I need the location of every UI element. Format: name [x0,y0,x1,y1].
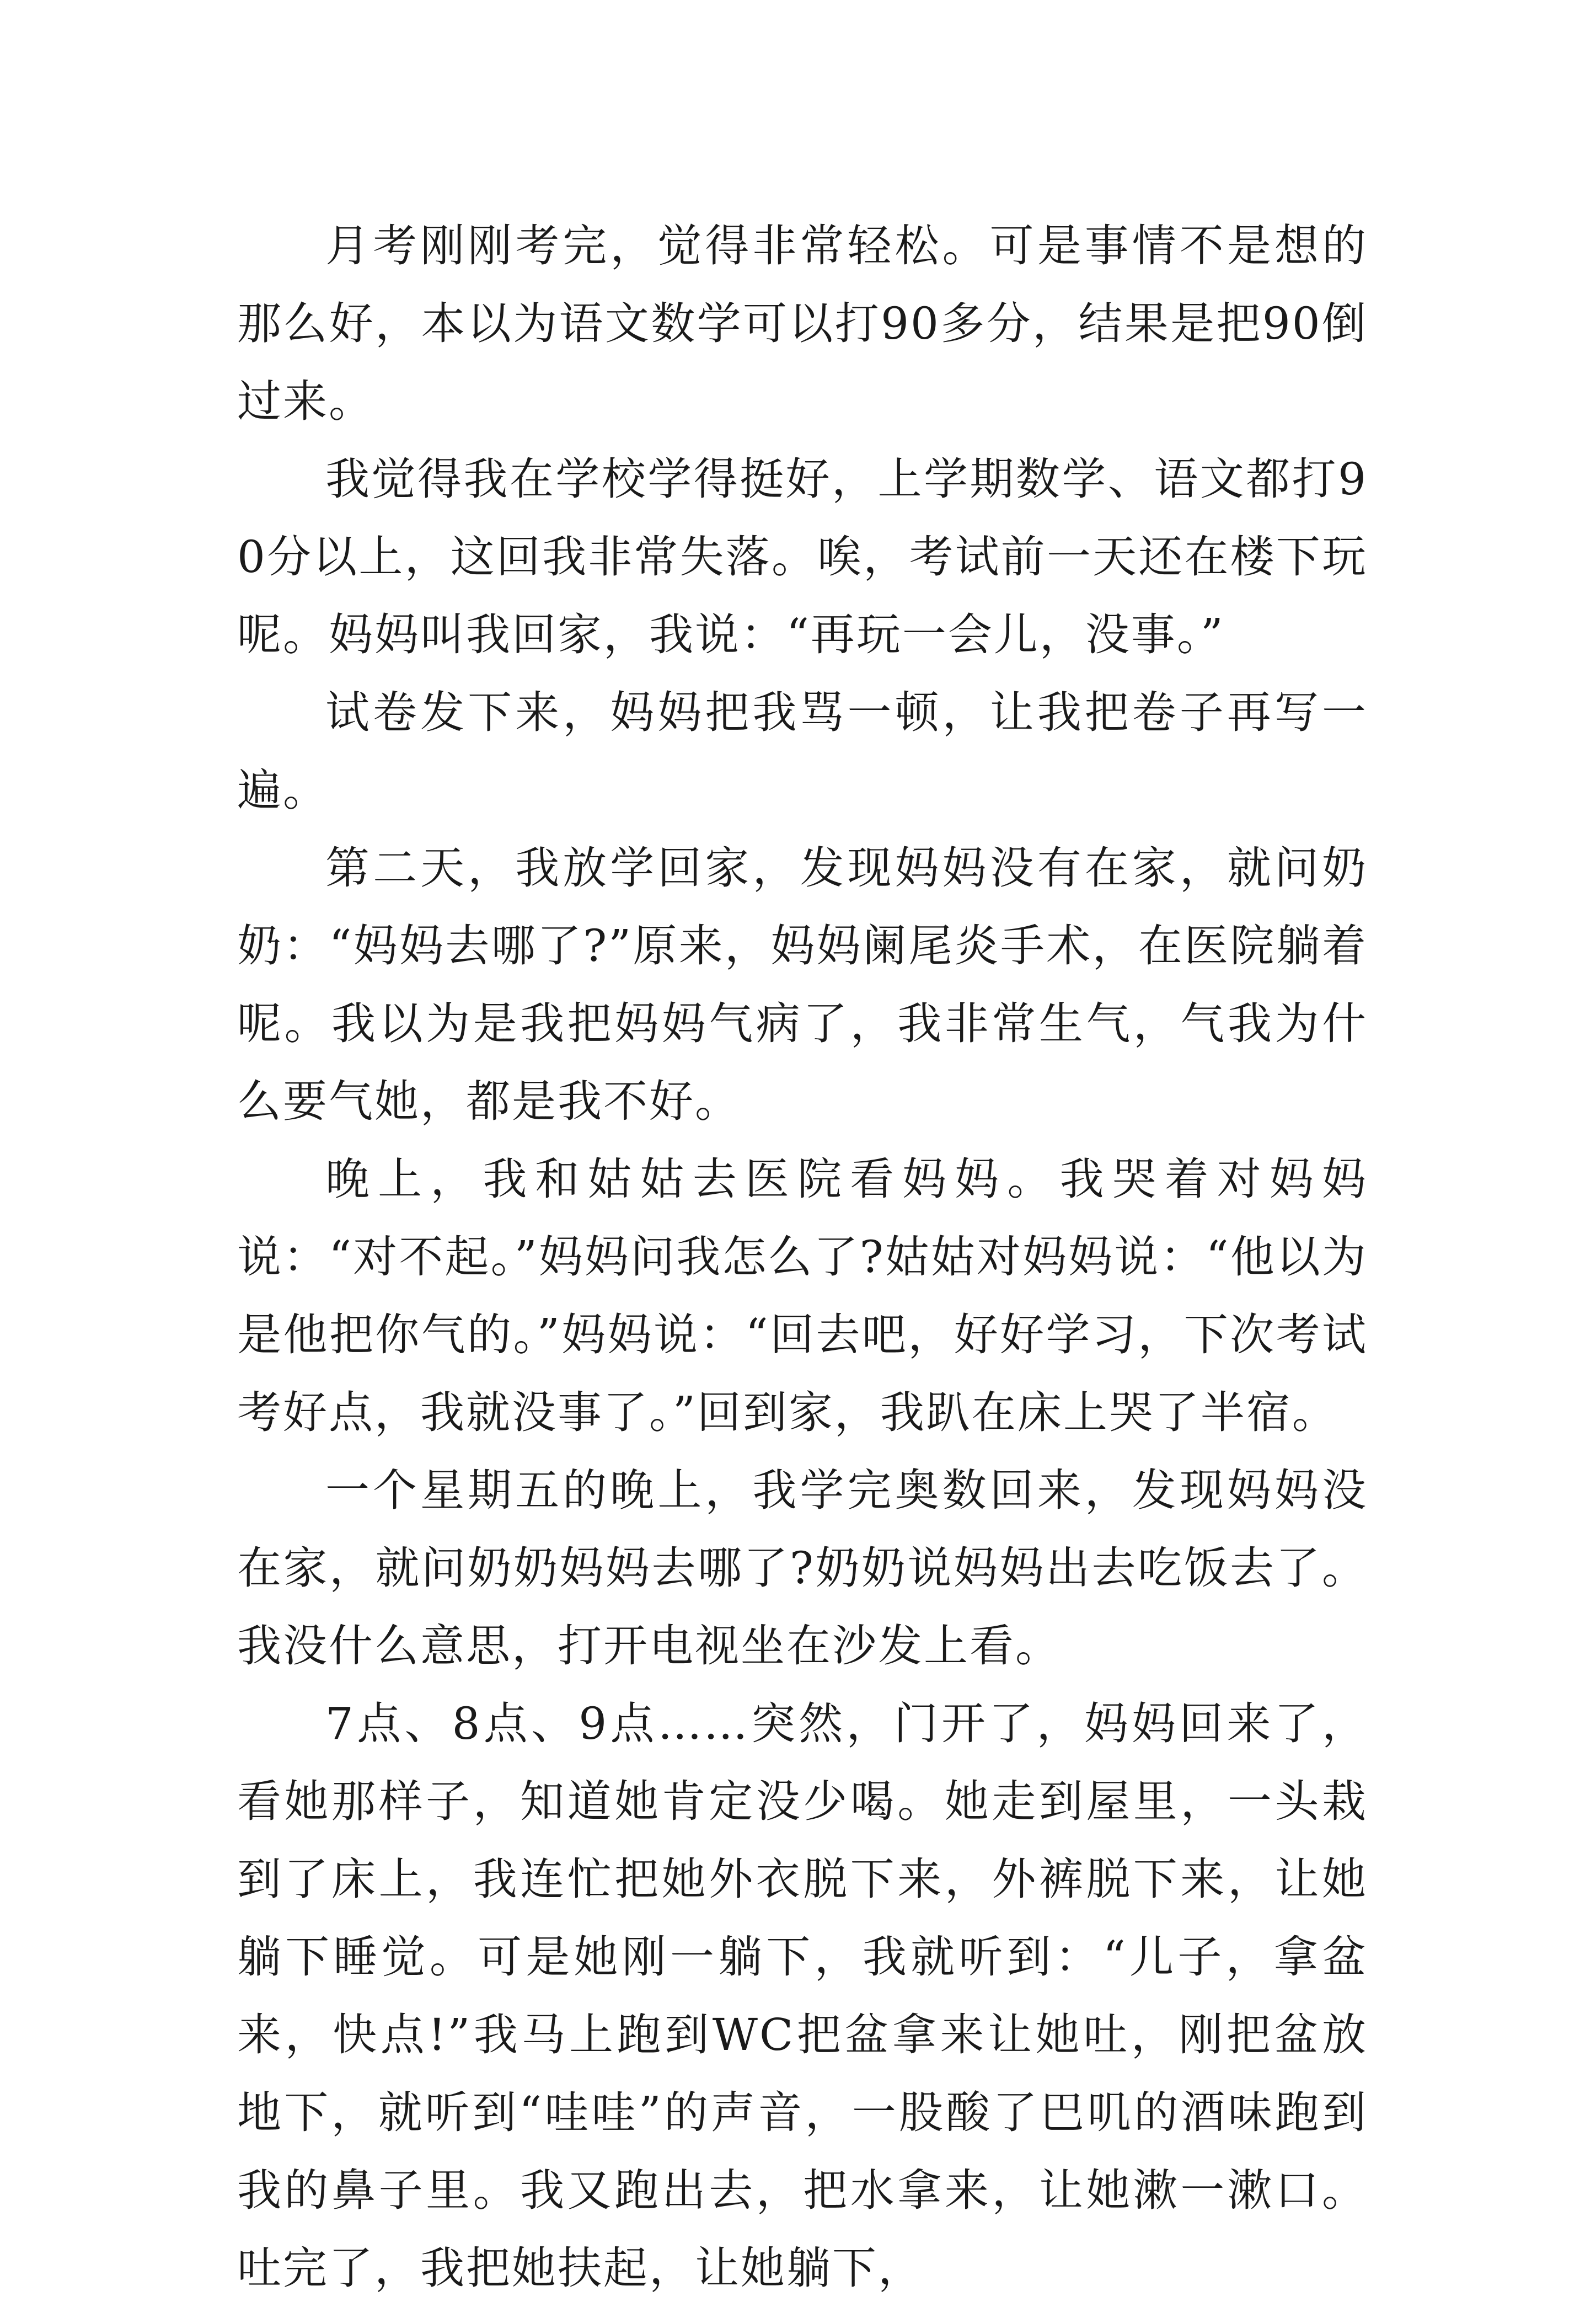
paragraph-3: 试卷发下来，妈妈把我骂一顿，让我把卷子再写一遍。 [237,687,1368,816]
paragraph-5: 晚上，我和姑姑去医院看妈妈。我哭着对妈妈说：“对不起。”妈妈问我怎么了?姑姑对妈妈说：“他以为是他把你气的。”妈妈说：“回去吧，好好学习，下次考试考好点，我就没事了。”回到家，我趴在床上哭了半宿。 [237,1154,1368,1438]
paragraph-7: 7点、8点、9点……突然，门开了，妈妈回来了，看她那样子，知道她肯定没少喝。她走到屋里，一头栽到了床上，我连忙把她外衣脱下来，外裤脱下来，让她躺下睡觉。可是她刚一躺下，我就听到：“儿子，拿盆来，快点!”我马上跑到WC把盆拿来让她吐，刚把盆放地下，就听到“哇哇”的声音，一股酸了巴叽的酒味跑到我的鼻子里。我又跑出去，把水拿来，让她漱一漱口。吐完了，我把她扶起，让她躺下， [237,1698,1368,2294]
paragraph-4: 第二天，我放学回家，发现妈妈没有在家，就问奶奶：“妈妈去哪了?”原来，妈妈阑尾炎手术，在医院躺着呢。我以为是我把妈妈气病了，我非常生气，气我为什么要气她，都是我不好。 [237,842,1368,1127]
body-text [237,207,1368,2307]
paragraph-1: 月考刚刚考完，觉得非常轻松。可是事情不是想的那么好，本以为语文数学可以打90多分，结果是把90倒过来。 [237,220,1368,427]
paragraph-2: 我觉得我在学校学得挺好，上学期数学、语文都打90分以上，这回我非常失落。唉，考试前一天还在楼下玩呢。妈妈叫我回家，我说：“再玩一会儿，没事。” [237,453,1368,660]
paragraph-6: 一个星期五的晚上，我学完奥数回来，发现妈妈没在家，就问奶奶妈妈去哪了?奶奶说妈妈出去吃饭去了。我没什么意思，打开电视坐在沙发上看。 [237,1465,1368,1671]
